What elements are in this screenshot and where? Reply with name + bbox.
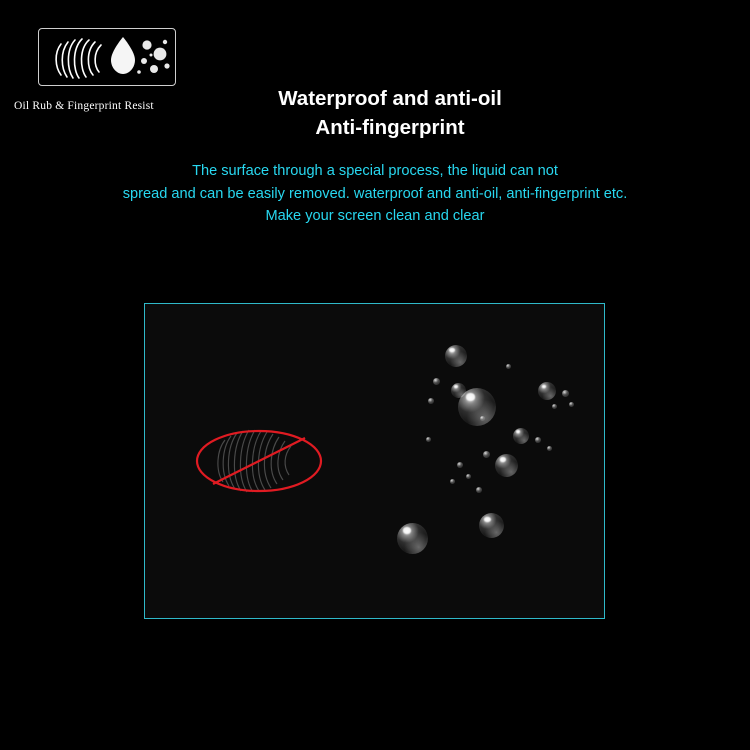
demo-panel-content	[145, 304, 604, 618]
badge-caption: Oil Rub & Fingerprint Resist	[14, 100, 154, 112]
fingerprint-icon	[193, 420, 343, 500]
title-line-1: Waterproof and anti-oil	[278, 87, 502, 110]
description-line-2: spread and can be easily removed. waterproof and anti-oil, anti-fingerprint etc.	[122, 185, 628, 202]
fingerprint-blocked-group	[193, 420, 343, 500]
title-line-2: Anti-fingerprint	[315, 116, 465, 139]
description	[0, 160, 750, 228]
description-line-1: The surface through a special process, the liquid can not	[192, 163, 558, 179]
description-line-3: Make your screen clean and clear	[265, 208, 485, 224]
feature-badge	[38, 28, 176, 86]
demo-panel	[144, 303, 605, 619]
page-title	[0, 84, 750, 142]
fingerprint-droplets-icon	[39, 29, 175, 85]
